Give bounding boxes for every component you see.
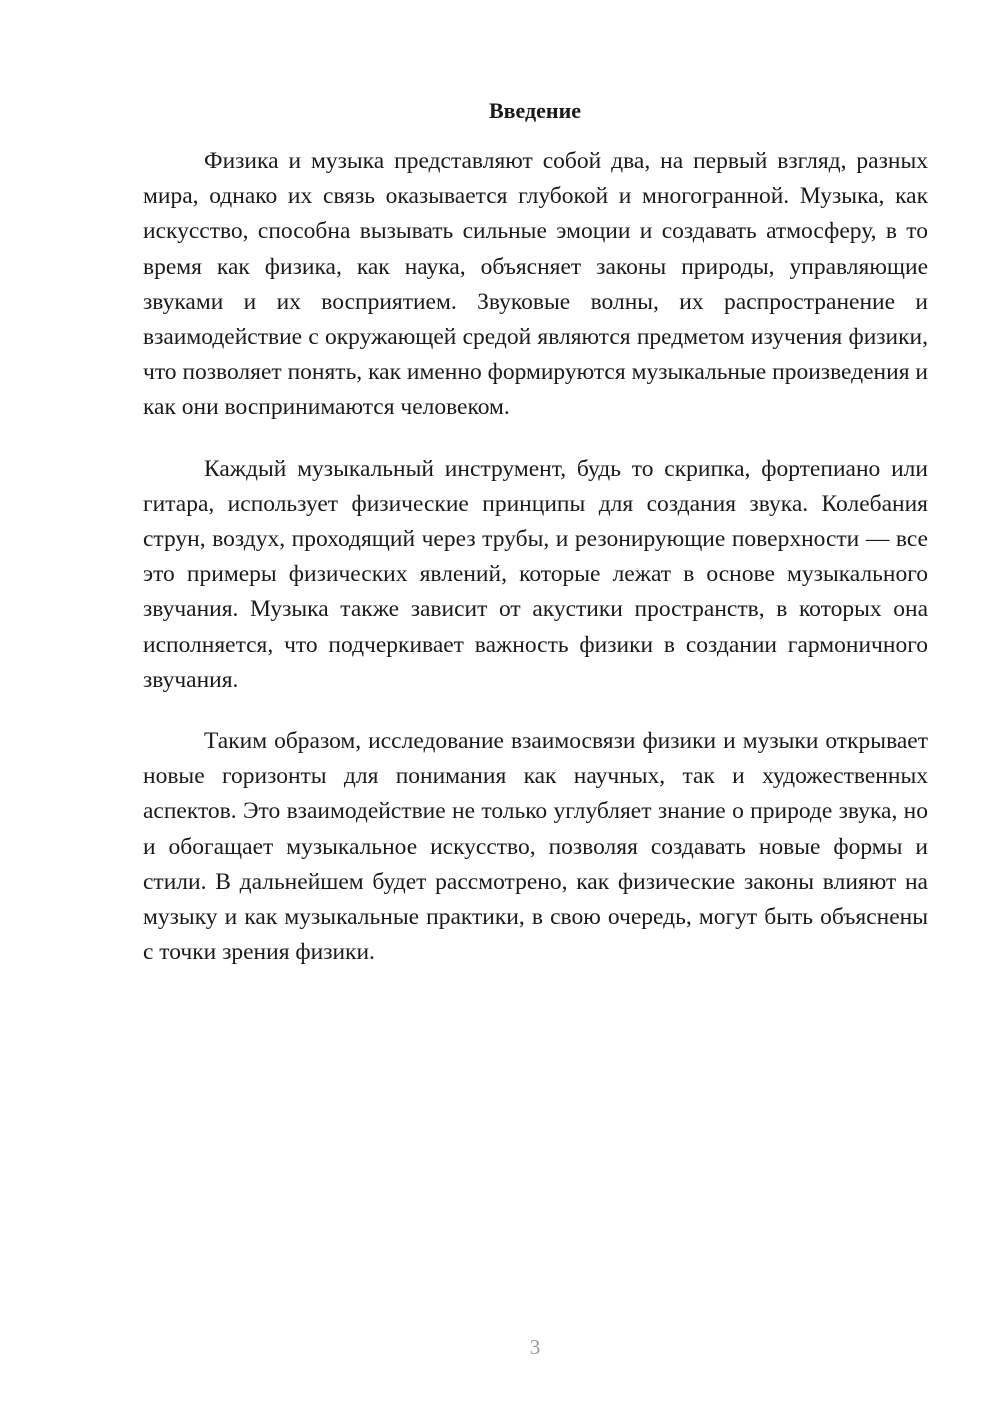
section-heading: Введение bbox=[488, 98, 582, 123]
paragraph-2: Каждый музыкальный инструмент, будь то скрипка, фортепиано или гитара, использует физические принципы для создания звука. Колебания струн, воздух, проходящий через трубы, и резонирующие поверхности — все это примеры физических явлений, которые лежат в основе музыкального звучания. Музыка также зависит от акустики пространств, в которых она исполняется, что подчеркивает важность физики в создании гармоничного звучания. bbox=[143, 455, 928, 693]
paragraph-1: Физика и музыка представляют собой два, на первый взгляд, разных мира, однако их связь оказывается глубокой и многогранной. Музыка, как искусство, способна вызывать сильные эмоции и создавать атмосферу, в то время как физика, как наука, объясняет законы природы, управляющие звуками и их восприятием. Звуковые волны, их распространение и взаимодействие с окружающей средой являются предметом изучения физики, что позволяет понять, как именно формируются музыкальные произведения и как они воспринимаются человеком. bbox=[143, 148, 928, 421]
body-text bbox=[143, 144, 928, 996]
paragraph-3: Таким образом, исследование взаимосвязи физики и музыки открывает новые горизонты для понимания как научных, так и художественных аспектов. Это взаимодействие не только углубляет знание о природе звука, но и обогащает музыкальное искусство, позволяя создавать новые формы и стили. В дальнейшем будет рассмотрено, как физические законы влияют на музыку и как музыкальные практики, в свою очередь, могут быть объяснены с точки зрения физики. bbox=[143, 728, 928, 966]
page-number: 3 bbox=[529, 1335, 541, 1359]
